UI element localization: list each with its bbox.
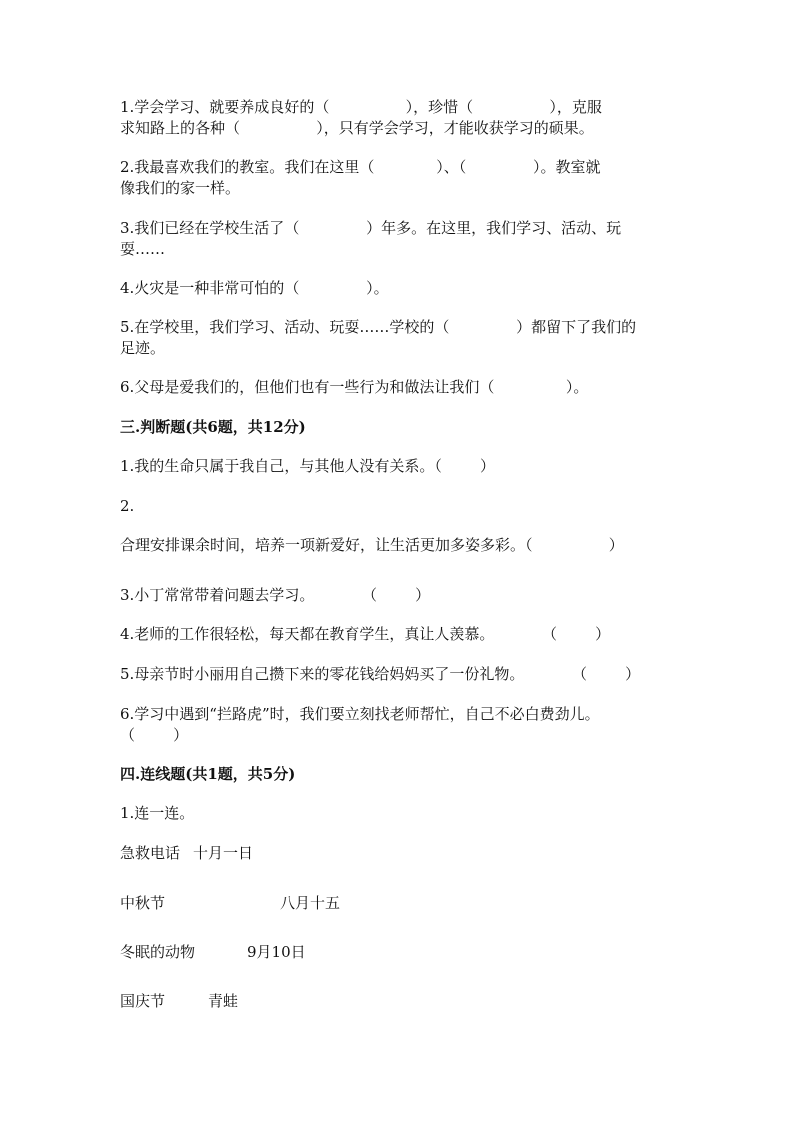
matching-right-1: 十月一日 [193, 844, 254, 862]
matching-left-2: 中秋节 [120, 894, 166, 912]
matching-left-1: 急救电话 [120, 844, 181, 862]
judgment-q6-line2: （ ） [120, 726, 189, 744]
matching-right-2: 八月十五 [280, 894, 341, 912]
judgment-q2-text: 合理安排课余时间，培养一项新爱好，让生活更加多姿多彩。（ ） [120, 536, 624, 554]
fill-blank-q5-line2: 足迹。 [120, 339, 166, 357]
judgment-q3: 3.小丁常常带着问题去学习。 （ ） [120, 586, 431, 604]
judgment-q1: 1.我的生命只属于我自己，与其他人没有关系。（ ） [120, 457, 495, 475]
section-heading-judgment: 三.判断题(共6题，共12分) [120, 418, 306, 436]
fill-blank-q4: 4.火灾是一种非常可怕的（ ）。 [120, 279, 389, 297]
section-heading-matching: 四.连线题(共1题，共5分) [120, 765, 296, 783]
fill-blank-q1-line1: 1.学会学习、就要养成良好的（ ），珍惜（ ），克服 [120, 98, 602, 116]
fill-blank-q2-line1: 2.我最喜欢我们的教室。我们在这里（ ）、（ ）。教室就 [120, 158, 601, 176]
matching-left-4: 国庆节 [120, 992, 166, 1010]
fill-blank-q3-line1: 3.我们已经在学校生活了（ ）年多。在这里，我们学习、活动、玩 [120, 219, 622, 237]
fill-blank-q2-line2: 像我们的家一样。 [120, 179, 241, 197]
fill-blank-q3-line2: 耍…… [120, 240, 166, 258]
fill-blank-q6: 6.父母是爱我们的，但他们也有一些行为和做法让我们（ ）。 [120, 378, 589, 396]
judgment-q2-number: 2. [120, 497, 135, 515]
judgment-q5: 5.母亲节时小丽用自己攒下来的零花钱给妈妈买了一份礼物。 （ ） [120, 665, 641, 683]
matching-left-3: 冬眠的动物 [120, 943, 196, 961]
matching-q1: 1.连一连。 [120, 804, 195, 822]
fill-blank-q5-line1: 5.在学校里，我们学习、活动、玩耍……学校的（ ）都留下了我们的 [120, 318, 637, 336]
judgment-q6-line1: 6.学习中遇到“拦路虎”时，我们要立刻找老师帮忙，自己不必白费劲儿。 [120, 705, 600, 723]
judgment-q4: 4.老师的工作很轻松，每天都在教育学生，真让人羡慕。 （ ） [120, 625, 611, 643]
matching-right-3: 9月10日 [247, 943, 306, 961]
matching-right-4: 青蛙 [208, 992, 239, 1010]
fill-blank-q1-line2: 求知路上的各种（ ），只有学会学习，才能收获学习的硕果。 [120, 119, 594, 137]
